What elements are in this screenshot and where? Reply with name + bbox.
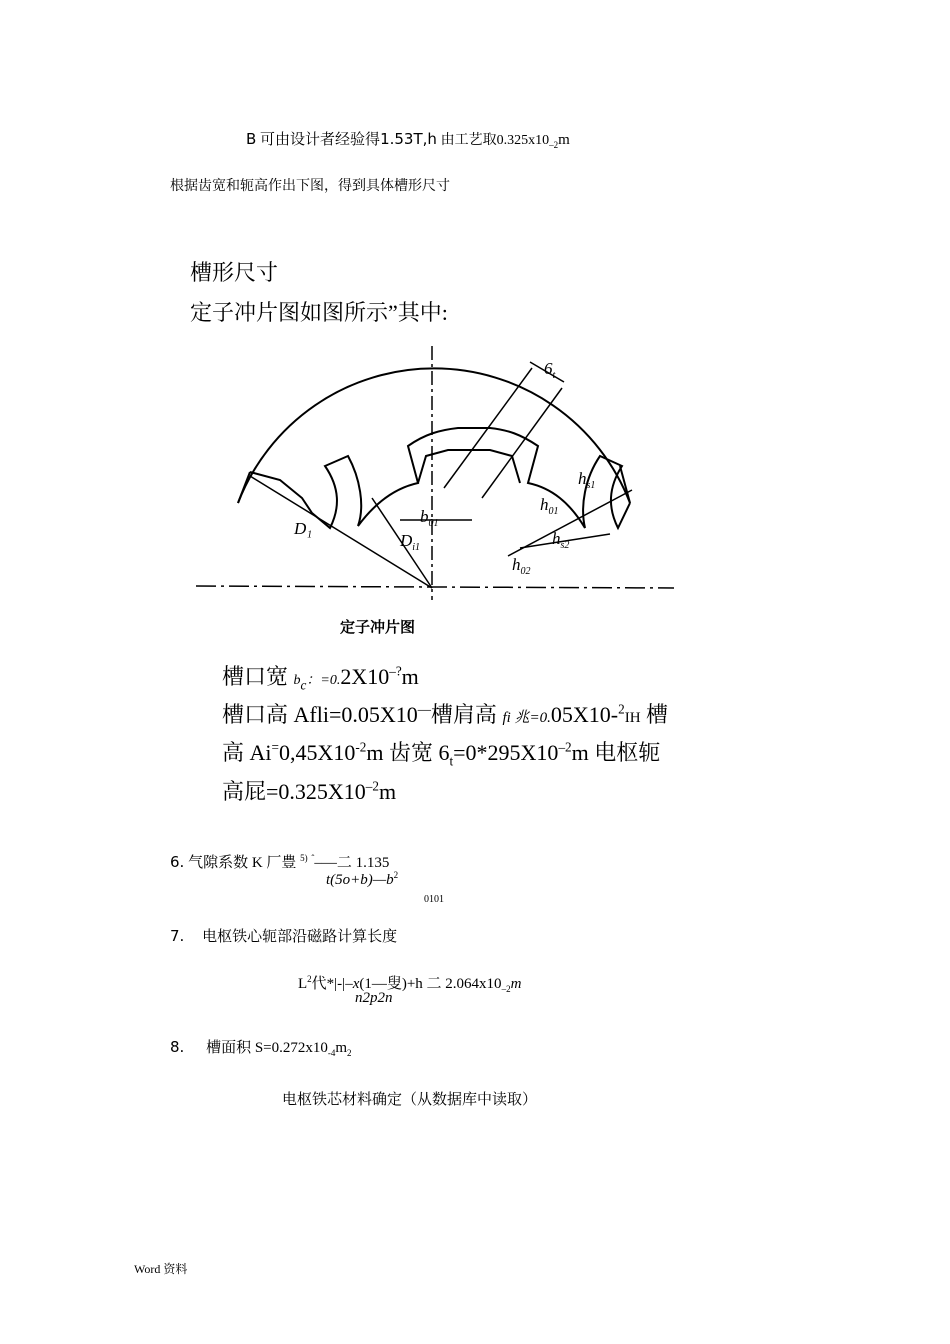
p1-eq: ：=0.: [306, 673, 341, 688]
p2-tail-ih: IH: [624, 710, 641, 726]
p1-var-sub: c: [300, 677, 307, 693]
p1-unit: m: [401, 664, 419, 689]
p2-val: 05X10-: [550, 702, 619, 727]
p2-eq: =0.: [529, 710, 551, 726]
label-h01: $h_{01}$: [540, 495, 559, 517]
item7-text: 电枢铁心轭部沿磁路计算长度: [202, 929, 398, 945]
item7-num: 7.: [170, 927, 185, 945]
p1-var: b: [293, 673, 301, 688]
paragraph-b-value: [246, 128, 570, 149]
b-label: B: [246, 130, 257, 148]
item6-denom-sup: 2: [393, 870, 399, 880]
inner-profile: [250, 428, 630, 528]
label-bt: $6_t$: [544, 359, 556, 381]
p2-tail-char: 槽: [640, 702, 669, 727]
item-8-slot-area: [170, 1036, 352, 1057]
item-6-small: 0101: [424, 894, 444, 905]
formula-7: [298, 972, 521, 993]
label-b01: $b_{01}$: [420, 507, 439, 529]
figure-caption: 定子冲片图: [340, 618, 416, 636]
outer-arc: [238, 368, 630, 503]
p3-sup1: =: [271, 739, 279, 755]
item6-tail: –—二 1.135: [314, 855, 390, 871]
param-slot-opening-height: [222, 698, 668, 729]
b-value: 1.53T,h: [380, 130, 437, 148]
p2-mark: —: [417, 701, 431, 717]
item-6-airgap: [170, 851, 389, 872]
item8-num: 8.: [170, 1038, 185, 1056]
slot-depth-line: [508, 490, 632, 556]
formula-7-denominator: n2p2n: [355, 990, 393, 1006]
label-hs: $h_{s1}$: [578, 469, 596, 491]
p2-text: 槽口高 Afli=0.05X10: [222, 702, 418, 727]
p3-tail: m 电枢轭: [571, 740, 661, 765]
p3-text: 高 Ai: [222, 740, 272, 765]
item6-num: 6.: [170, 853, 185, 871]
label-h2: $h_{s2}$: [552, 529, 570, 551]
p2-var: fi 兆: [502, 710, 530, 726]
f7-sub: –2: [501, 984, 511, 994]
p4-unit: m: [378, 779, 397, 804]
f7-mid: (1—叟)+h 二 2.064x10: [359, 976, 502, 992]
f7-text: 代*|-|: [311, 976, 346, 992]
left-end: [238, 472, 250, 503]
p3-sup2: -2: [355, 739, 367, 755]
p2-sup: 2: [618, 701, 625, 717]
f7-L: L: [298, 976, 308, 992]
item6-text: 气隙系数 K 厂豊: [188, 855, 297, 871]
p3-mid: 0,45X10: [278, 740, 356, 765]
p2-text2: 槽肩高: [430, 702, 497, 727]
param-slot-height-tooth-width: [222, 736, 660, 767]
label-D1: D₁: [294, 519, 313, 538]
p4-text: 高屁=0.325X10: [222, 779, 366, 804]
p3-sup3: –2: [558, 739, 572, 755]
stator-lamination-figure: [190, 338, 680, 600]
horizontal-centerline: [196, 586, 674, 588]
paragraph-intro: 根据齿宽和轭高作出下图，得到具体槽形尺寸: [170, 179, 450, 194]
p3-sub: t: [449, 753, 454, 769]
item8-sub: -4: [327, 1048, 336, 1058]
b-value2: 0.325x10: [496, 133, 550, 148]
param-slot-opening-width: [222, 660, 419, 691]
f7-sup: 2: [307, 974, 312, 984]
heading-figure-ref: 定子冲片图如图所示”其中:: [190, 300, 448, 325]
f7-x: –x: [345, 976, 360, 992]
b-unit: m: [558, 132, 570, 148]
param-yoke-height: [222, 775, 396, 806]
item-7-yoke-length: [170, 925, 397, 946]
p1-text: 槽口宽: [222, 664, 289, 689]
material-line: 电枢铁芯材料确定（从数据库中读取）: [282, 1092, 538, 1108]
p1-val: 2X10: [340, 664, 390, 689]
item6-denom: t(5o+b)—b: [326, 872, 394, 888]
item6-sup: 5): [300, 853, 308, 863]
tooth-line-b: [482, 388, 562, 498]
p1-sup: –?: [389, 663, 402, 679]
item8-text: 槽面积 S=0.272x10: [206, 1040, 328, 1056]
p4-sup: –2: [365, 778, 379, 794]
p3-mid2: m 齿宽 6: [366, 740, 450, 765]
footer-label: Word 资料: [134, 1262, 188, 1276]
b-text1: 可由设计者经验得: [260, 132, 381, 148]
item-6-denominator: [326, 872, 398, 889]
b-text2: 由工艺取: [440, 133, 497, 148]
item6-caret: ˆ: [311, 853, 315, 863]
label-h02: $h_{02}$: [512, 555, 531, 577]
item8-sub2: 2: [347, 1048, 352, 1058]
f7-unit: m: [510, 976, 522, 992]
p3-mid3: =0*295X10: [453, 740, 559, 765]
b-sub: –2: [549, 140, 559, 150]
heading-slot-size: 槽形尺寸: [190, 260, 279, 285]
label-Di1: $D_{i1}$: [400, 531, 421, 553]
item8-unit: m: [335, 1040, 348, 1056]
